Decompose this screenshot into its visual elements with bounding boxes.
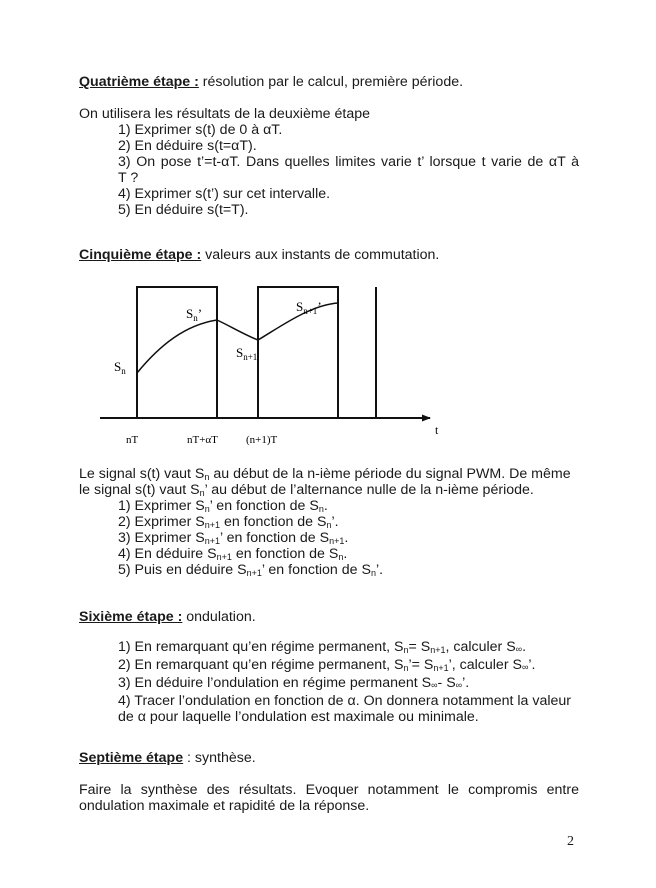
tick-label-nT: nT: [126, 434, 139, 446]
section7-paragraph: [79, 782, 579, 814]
heading-subtitle: ondulation.: [182, 609, 256, 625]
list-item-continuation: de α pour laquelle l’ondulation est maximale ou minimale.: [118, 709, 479, 725]
list-item: 2) Exprimer $S_{n+1}$ en fonction de $S_n$’.: [118, 514, 339, 530]
list-item: T ?: [118, 170, 139, 186]
tick-label-n1T: (n+1)T: [246, 434, 278, 446]
heading-subtitle: : synthèse.: [183, 750, 256, 766]
section-heading: [79, 609, 579, 625]
heading-subtitle: valeurs aux instants de commutation.: [201, 247, 440, 263]
section-septieme-etape: [79, 750, 579, 766]
list-item: 1) Exprimer s(t) de 0 à αT.: [118, 122, 283, 138]
label-sn: $S_n$: [114, 359, 126, 376]
heading-label: Quatrième étape :: [79, 74, 199, 90]
list-item: 4) Tracer l’ondulation en fonction de α. On donnera notamment la valeur: [118, 693, 572, 709]
label-sn-prime: $S_n$’: [186, 306, 203, 323]
label-sn1-prime: $S_{n+1}$’: [296, 299, 322, 316]
intro-line: On utilisera les résultats de la deuxième étape: [79, 106, 371, 122]
paragraph-line: ondulation maximale et rapidité de la réponse.: [79, 798, 370, 814]
paragraph-line: Le signal s(t) vaut $S_n$ au début de la n-ième période du signal PWM. De même: [79, 466, 571, 482]
heading-label: Sixième étape :: [79, 609, 183, 625]
list-item: 3) Exprimer $S_{n+1}$’ en fonction de $S_{n+1}$.: [118, 530, 349, 546]
axis-arrow-icon: [422, 415, 431, 422]
list-item: 4) En déduire $S_{n+1}$ en fonction de $S_n$.: [118, 546, 348, 562]
axis-label-t: t: [435, 423, 439, 437]
section-sixieme-etape: [79, 609, 579, 625]
section5-paragraph: [79, 466, 579, 498]
list-item: 4) Exprimer s(t’) sur cet intervalle.: [118, 186, 331, 202]
heading-subtitle: résolution par le calcul, première période.: [198, 74, 464, 90]
tick-label-nT-aT: nT+αT: [187, 434, 218, 446]
section5-list: [79, 498, 579, 578]
list-item: 5) En déduire s(t=T).: [118, 202, 249, 218]
list-item: 1) Exprimer $S_n$’ en fonction de $S_n$.: [118, 498, 328, 514]
list-item: 3) En déduire l’ondulation en régime permanent S∞- S∞’.: [118, 675, 470, 691]
paragraph-line: le signal s(t) vaut $S_n$’ au début de l’alternance nulle de la n-ième période.: [79, 482, 534, 498]
list-item: 2) En remarquant qu’en régime permanent, $S_n’= S_{n+1}$’, calculer S∞’.: [118, 657, 536, 673]
heading-label: Cinquième étape :: [79, 247, 202, 263]
page-number: 2: [567, 834, 574, 849]
section6-list: [79, 639, 579, 725]
list-item: 2) En déduire s(t=αT).: [118, 138, 257, 154]
label-sn1: $S_{n+1}$: [236, 345, 258, 362]
heading-label: Septième étape: [79, 750, 184, 766]
paragraph-line: Faire la synthèse des résultats. Evoquer notamment le compromis entre: [79, 782, 579, 798]
list-item: 1) En remarquant qu’en régime permanent, $S_n= S_{n+1}$, calculer S∞.: [118, 639, 527, 655]
list-item: 5) Puis en déduire $S_{n+1}$’ en fonction de $S_n$’.: [118, 562, 384, 578]
section-heading: [79, 750, 579, 766]
list-item: 3) On pose t’=t-αT. Dans quelles limites varie t’ lorsque t varie de αT à: [118, 154, 579, 170]
